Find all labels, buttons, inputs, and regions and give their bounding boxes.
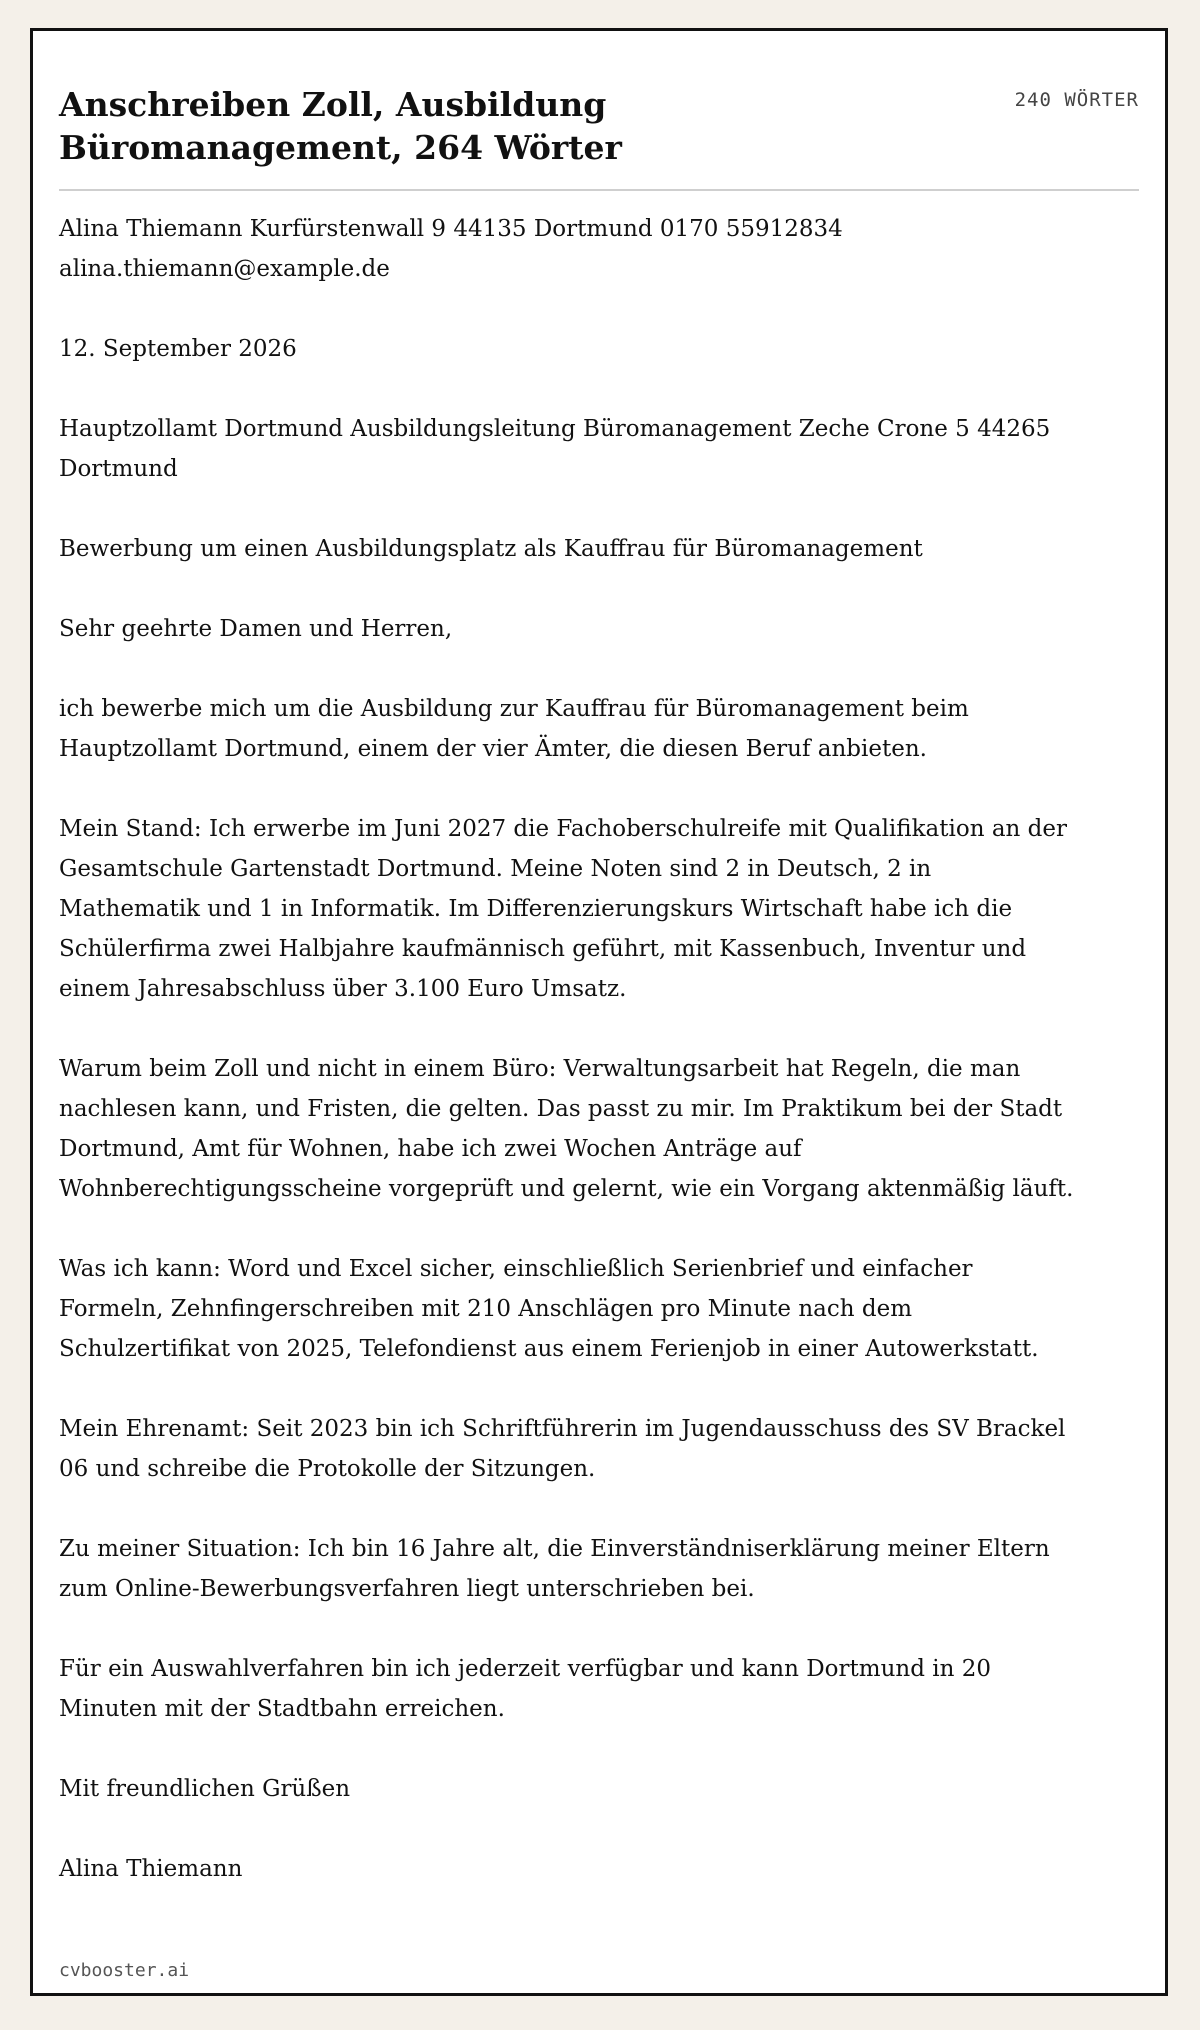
letter-subject: Bewerbung um einen Ausbildungsplatz als Kauffrau für Büromanagement (59, 536, 923, 562)
sender-address: Alina Thiemann Kurfürstenwall 9 44135 Dortmund 0170 55912834 alina.thiemann@example.de (59, 216, 843, 282)
body-paragraph: Mein Stand: Ich erwerbe im Juni 2027 die Fachoberschulreife mit Qualifikation an der Gesamtschule Gartenstadt Dortmund. Meine Noten sind 2 in Deutsch, 2 in Mathematik und 1 in Informatik. Im Differenzierungskurs Wirtschaft habe ich die Schülerfirma zwei Halbjahre kaufmännisch geführt, mit Kassenbuch, Inventur und einem Jahresabschluss über 3.100 Euro Umsatz. (59, 816, 1068, 1002)
page-title: Anschreiben Zoll, Ausbildung Büromanagement, 264 Wörter (59, 85, 622, 167)
body-paragraph: Was ich kann: Word und Excel sicher, einschließlich Serienbrief und einfacher Formeln, Zehnfingerschreiben mit 210 Anschlägen pro Minute nach dem Schulzertifikat von 2025, Telefondienst aus einem Ferienjob in einer Autowerkstatt. (59, 1256, 1039, 1362)
letter-body (59, 209, 1079, 1929)
footer-brand: cvbooster.ai (59, 1960, 190, 1981)
body-paragraph: ich bewerbe mich um die Ausbildung zur Kauffrau für Büromanagement beim Hauptzollamt Dortmund, einem der vier Ämter, die diesen Beruf anbieten. (59, 696, 969, 762)
letter-header (59, 53, 1139, 191)
body-paragraph: Zu meiner Situation: Ich bin 16 Jahre alt, die Einverständniserklärung meiner Eltern zum Online-Bewerbungsverfahren liegt unterschrieben bei. (59, 1536, 1050, 1602)
letter-card (30, 28, 1168, 1996)
body-paragraph: Mein Ehrenamt: Seit 2023 bin ich Schriftführerin im Jugendausschuss des SV Brackel 06 und schreibe die Protokolle der Sitzungen. (59, 1416, 1066, 1482)
body-paragraph: Für ein Auswahlverfahren bin ich jederzeit verfügbar und kann Dortmund in 20 Minuten mit der Stadtbahn erreichen. (59, 1656, 991, 1722)
recipient-address: Hauptzollamt Dortmund Ausbildungsleitung Büromanagement Zeche Crone 5 44265 Dortmund (59, 416, 1051, 482)
closing: Mit freundlichen Grüßen (59, 1776, 351, 1802)
body-paragraph: Warum beim Zoll und nicht in einem Büro: Verwaltungsarbeit hat Regeln, die man nachlesen kann, und Fristen, die gelten. Das passt zu mir. Im Praktikum bei der Stadt Dortmund, Amt für Wohnen, habe ich zwei Wochen Anträge auf Wohnberechtigungsscheine vorgeprüft und gelernt, wie ein Vorgang aktenmäßig läuft. (59, 1056, 1074, 1202)
word-count-badge: 240 WÖRTER (1014, 89, 1139, 111)
signature: Alina Thiemann (59, 1856, 243, 1882)
salutation: Sehr geehrte Damen und Herren, (59, 616, 453, 642)
letter-date: 12. September 2026 (59, 336, 297, 362)
